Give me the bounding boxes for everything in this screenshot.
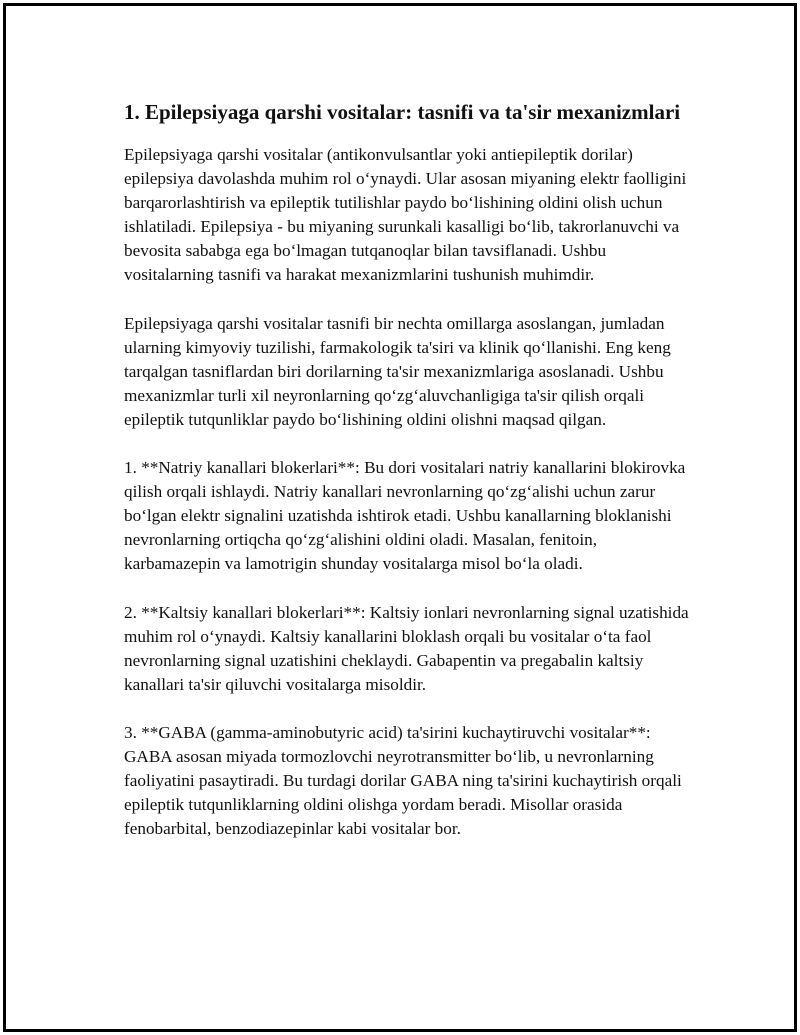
paragraph-intro: Epilepsiyaga qarshi vositalar (antikonvulsantlar yoki antiepileptik dorilar) epilepsiya davolashda muhim rol o‘ynaydi. Ular asosan miyaning elektr faolligini barqarorlashtirish va epileptik tutilishlar paydo bo‘lishining oldini olish uchun ishlatiladi. Epilepsiya - bu miyaning surunkali kasalligi bo‘lib, takrorlanuvchi va bevosita sababga ega bo‘lmagan tutqanoqlar bilan tavsiflanadi. Ushbu vositalarning tasnifi va harakat mexanizmlarini tushunish muhimdir.	[124, 145, 687, 285]
paragraph-sodium-channel-blockers: 1. **Natriy kanallari blokerlari**: Bu dori vositalari natriy kanallarini blokirovka qilish orqali ishlaydi. Natriy kanallari nevronlarning qo‘zg‘alishi uchun zarur bo‘lgan elektr signalini uzatishda ishtirok etadi. Ushbu kanallarning bloklanishi nevronlarning ortiqcha qo‘zg‘alishini oldini oladi. Masalan, fenitoin, karbamazepin va lamotrigin shunday vositalarga misol bo‘la oladi.	[124, 458, 686, 574]
paragraph-calcium-channel-blockers: 2. **Kaltsiy kanallari blokerlari**: Kaltsiy ionlari nevronlarning signal uzatishida muhim rol o‘ynaydi. Kaltsiy kanallarini bloklash orqali bu vositalar o‘ta faol nevronlarning signal uzatishini cheklaydi. Gabapentin va pregabalin kaltsiy kanallari ta'sir qiluvchi vositalarga misoldir.	[124, 602, 689, 694]
document-title: 1. Epilepsiyaga qarshi vositalar: tasnifi va ta'sir mexanizmlari	[124, 100, 681, 124]
document-body	[124, 94, 694, 865]
paragraph-classification: Epilepsiyaga qarshi vositalar tasnifi bir nechta omillarga asoslangan, jumladan ularning kimyoviy tuzilishi, farmakologik ta'siri va klinik qo‘llanishi. Eng keng tarqalgan tasniflardan biri dorilarning ta'sir mexanizmlariga asoslanadi. Ushbu mexanizmlar turli xil neyronlarning qo‘zg‘aluvchanligiga ta'sir qilish orqali epileptik tutqunliklar paydo bo‘lishining oldini olishni maqsad qilgan.	[124, 313, 671, 429]
paragraph-gaba-enhancers: 3. **GABA (gamma-aminobutyric acid) ta'sirini kuchaytiruvchi vositalar**: GABA asosan miyada tormozlovchi neyrotransmitter bo‘lib, u nevronlarning faoliyatini pasaytiradi. Bu turdagi dorilar GABA ning ta'sirini kuchaytirish orqali epileptik tutqunliklarning oldini olishga yordam beradi. Misollar orasida fenobarbital, benzodiazepinlar kabi vositalar bor.	[124, 722, 682, 839]
page-frame	[3, 3, 797, 1032]
